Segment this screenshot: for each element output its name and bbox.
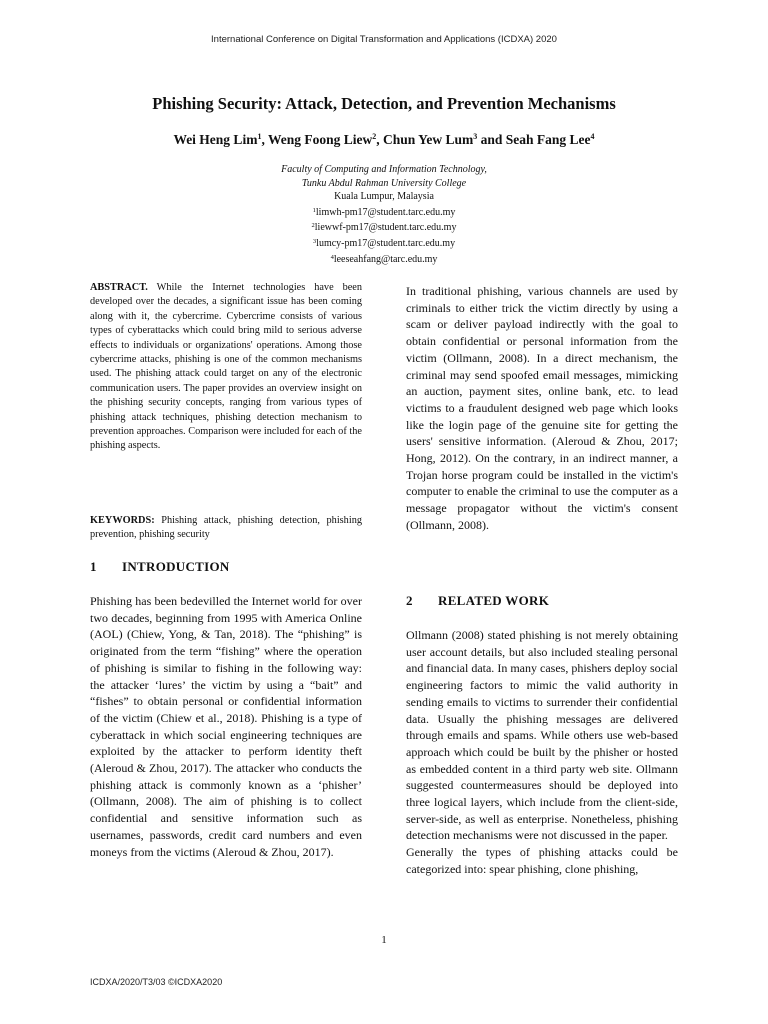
keywords-text: Phishing attack, phishing detection, phishing prevention, phishing security (90, 515, 362, 541)
page-number: 1 (381, 934, 387, 946)
related-work-body (406, 627, 678, 878)
abstract-section (90, 281, 362, 454)
author-separator: , (376, 132, 383, 147)
affiliation-faculty: Faculty of Computing and Information Technology, (281, 164, 487, 175)
author-name: Weng Foong Liew (267, 132, 373, 147)
related-work-paragraph: Ollmann (2008) stated phishing is not merely obtaining user account details, but also included stealing personal and financial data. In many cases, phishers deploy social engineering factors to mimic the valid authority in sending emails to victims to surrender their confidential data. Usually the phishing messages are delivered through emails and spams. While others use web-based approach which could be built by the phisher or hosted as embedded content in a third party web site. Ollmann suggested countermeasures should be deployed into three logical layers, which include from the client-side, server-side, as well as enterprise. Nonetheless, phishing detection mechanisms were not discussed in the paper. (406, 628, 678, 843)
author-separator: , (261, 132, 268, 147)
keywords-paragraph (90, 514, 362, 543)
paper-title: Phishing Security: Attack, Detection, and Prevention Mechanisms (152, 94, 616, 113)
author-email (0, 251, 768, 267)
section-number: 1 (90, 559, 97, 574)
footer-copyright: ICDXA/2020/T3/03 ©ICDXA2020 (90, 977, 223, 987)
author-name: Seah Fang Lee (505, 132, 591, 147)
email-link[interactable]: leeseahfang@tarc.edu.my (333, 253, 438, 265)
author-affil-marker: 2 (372, 132, 377, 141)
affiliation-block (0, 163, 768, 266)
introduction-paragraph: Phishing has been bedevilled the Internet world for over two decades, beginning from 1995 with America Online (AOL) (Chiew, Yong, & Tan, 2018). The “phishing” is originated from the term “fishing” where the operation of phishing is similar to fishing in the following way: the attacker ‘lures’ the victim by using a “bait” and “fishes” to obtain personal or confidential information of the victim (Chiew et al., 2018). Phishing is a type of cyberattack in which social engineering techniques are exploited by the attacker to perform identity theft (Aleroud & Zhou, 2017). The attacker who conducts the phishing attack is commonly known as a ‘phisher’ (Ollmann, 2008). The aim of phishing is to collect confidential and sensitive information such as usernames, passwords, credit card numbers and even moneys from the victims (Aleroud & Zhou, 2017). (90, 594, 362, 859)
author-affil-marker: 4 (590, 132, 595, 141)
author-name: Wei Heng Lim (173, 132, 258, 147)
author-email (0, 219, 768, 235)
affiliation-college: Tunku Abdul Rahman University College (301, 177, 467, 189)
abstract-paragraph (90, 281, 362, 454)
traditional-phishing-body (406, 283, 678, 534)
author-email (0, 235, 768, 251)
section-title: RELATED WORK (438, 593, 550, 608)
affiliation-city: Kuala Lumpur, Malaysia (334, 191, 434, 203)
email-marker: 4 (330, 253, 334, 261)
related-work-paragraph-2: Generally the types of phishing attacks could be categorized into: spear phishing, clone phishing, (406, 845, 678, 876)
author-email (0, 204, 768, 220)
email-link[interactable]: lumcy-pm17@student.tarc.edu.my (316, 237, 456, 249)
conference-header: International Conference on Digital Transformation and Applications (ICDXA) 2020 (211, 34, 557, 45)
keywords-section (90, 514, 362, 543)
author-affil-marker: 1 (257, 132, 262, 141)
section-number: 2 (406, 593, 413, 608)
email-marker: 1 (312, 206, 316, 214)
author-affil-marker: 3 (473, 132, 478, 141)
abstract-label: ABSTRACT. (90, 282, 148, 293)
section-title: INTRODUCTION (122, 559, 230, 574)
introduction-body (90, 593, 362, 860)
author-separator: and (477, 132, 506, 147)
email-marker: 2 (311, 222, 315, 230)
traditional-phishing-paragraph: In traditional phishing, various channels are used by criminals to either trick the victim directly by using a scam or deliver payload indirectly with the goal to obtain confidential or personal information from the victim (Ollmann, 2008). In a direct mechanism, the criminal may send spoofed email messages, mimicking an auction, payment sites, online bank, etc. to lead victims to a fraudulent designed web page which looks like the login page of the genuine site for getting the users' sensitive information. (Aleroud & Zhou, 2017; Hong, 2012). On the contrary, in an indirect manner, a Trojan horse program could be installed in the victim's computer to enable the criminal to use the computer as a message propagator without the victim's consent (Ollmann, 2008). (406, 284, 678, 532)
email-marker: 3 (312, 237, 317, 245)
author-list (0, 132, 768, 148)
author-name: Chun Yew Lum (382, 132, 474, 147)
section-heading-related-work (406, 593, 549, 609)
section-heading-introduction (90, 559, 230, 575)
email-link[interactable]: limwh-pm17@student.tarc.edu.my (315, 206, 456, 218)
keywords-label: KEYWORDS: (90, 515, 155, 526)
abstract-text: While the Internet technologies have been developed over the decades, a significant issue has been coming along with it, the cybercrime. Cybercrime consists of various types of cyberattacks which could bring mild to serious adverse effects to individuals or organizations' operations. Among those cybercrime attacks, phishing is one of the common mechanisms used. The phishing attack could target on any of the electronic communication users. The paper provides an overview insight on the phishing security concepts, ranging from various types of phishing attack techniques, phishing detection mechanism to prevention approaches. Comparison were included for each of the phishing aspects. (90, 282, 363, 452)
email-link[interactable]: liewwf-pm17@student.tarc.edu.my (314, 222, 457, 234)
